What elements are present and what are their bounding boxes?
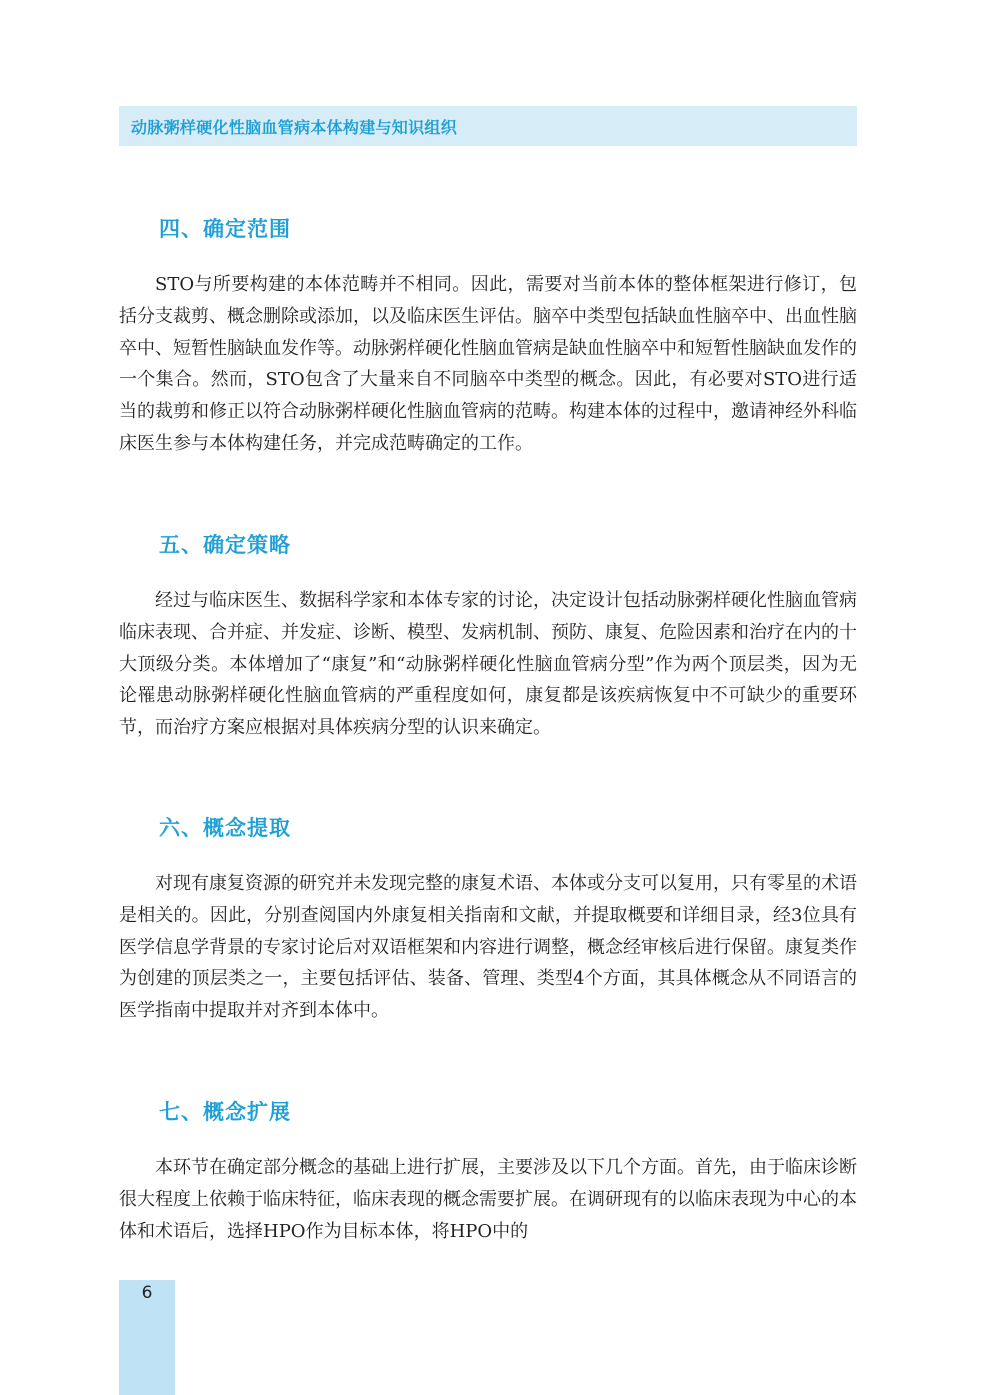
section-heading: 七、概念扩展 — [159, 1100, 291, 1124]
section-strategy — [119, 530, 857, 744]
page-number: 6 — [141, 1283, 153, 1303]
page-number-tab — [119, 1280, 175, 1395]
section-heading: 六、概念提取 — [159, 816, 291, 840]
running-header — [119, 106, 857, 146]
section-heading: 五、确定策略 — [159, 533, 291, 557]
running-header-title: 动脉粥样硬化性脑血管病本体构建与知识组织 — [131, 118, 458, 137]
section-concept-expansion — [119, 1097, 857, 1247]
section-scope — [119, 214, 857, 460]
section-paragraph: 本环节在确定部分概念的基础上进行扩展，主要涉及以下几个方面。首先，由于临床诊断很大程度上依赖于临床特征，临床表现的概念需要扩展。在调研现有的以临床表现为中心的本体和术语后，选择HPO作为目标本体，将HPO中的 — [119, 1157, 857, 1242]
section-paragraph: 对现有康复资源的研究并未发现完整的康复术语、本体或分支可以复用，只有零星的术语是相关的。因此，分别查阅国内外康复相关指南和文献，并提取概要和详细目录，经3位具有医学信息学背景的专家讨论后对双语框架和内容进行调整，概念经审核后进行保留。康复类作为创建的顶层类之一，主要包括评估、装备、管理、类型4个方面，其具体概念从不同语言的医学指南中提取并对齐到本体中。 — [119, 873, 857, 1022]
section-paragraph: 经过与临床医生、数据科学家和本体专家的讨论，决定设计包括动脉粥样硬化性脑血管病临床表现、合并症、并发症、诊断、模型、发病机制、预防、康复、危险因素和治疗在内的十大顶级分类。本体增加了“康复”和“动脉粥样硬化性脑血管病分型”作为两个顶层类，因为无论罹患动脉粥样硬化性脑血管病的严重程度如何，康复都是该疾病恢复中不可缺少的重要环节，而治疗方案应根据对具体疾病分型的认识来确定。 — [119, 590, 857, 739]
section-concept-extraction — [119, 813, 857, 1027]
section-paragraph: STO与所要构建的本体范畴并不相同。因此，需要对当前本体的整体框架进行修订，包括分支裁剪、概念删除或添加，以及临床医生评估。脑卒中类型包括缺血性脑卒中、出血性脑卒中、短暂性脑缺血发作等。动脉粥样硬化性脑血管病是缺血性脑卒中和短暂性脑缺血发作的一个集合。然而，STO包含了大量来自不同脑卒中类型的概念。因此，有必要对STO进行适当的裁剪和修正以符合动脉粥样硬化性脑血管病的范畴。构建本体的过程中，邀请神经外科临床医生参与本体构建任务，并完成范畴确定的工作。 — [119, 274, 857, 454]
section-heading: 四、确定范围 — [159, 217, 291, 241]
